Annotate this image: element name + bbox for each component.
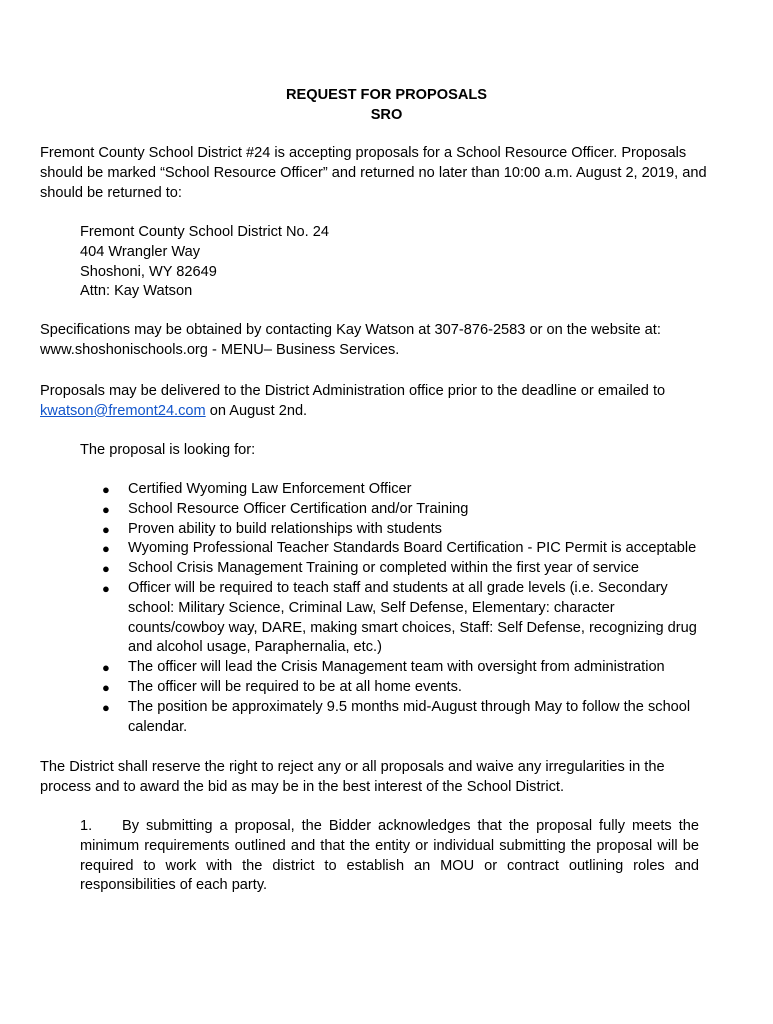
document-title: REQUEST FOR PROPOSALS: [285, 87, 488, 103]
list-item-text: The position be approximately 9.5 months mid-August through May to follow the school calendar.: [128, 698, 691, 735]
bullet-icon: ●: [102, 699, 110, 715]
bullet-icon: ●: [102, 521, 110, 537]
list-item-text: Proven ability to build relationships with students: [128, 520, 442, 537]
document-subtitle: SRO: [370, 107, 403, 123]
list-item: [80, 539, 705, 559]
list-item-text: The officer will lead the Crisis Management team with oversight from administration: [128, 659, 665, 676]
document-heading: [0, 85, 773, 125]
list-item: [80, 678, 705, 698]
address-line-street: 404 Wrangler Way: [80, 243, 201, 260]
bullet-icon: ●: [102, 541, 110, 557]
list-item: [80, 480, 705, 500]
bullet-icon: ●: [102, 580, 110, 596]
address-line-attn: Attn: Kay Watson: [80, 283, 193, 300]
item-text: By submitting a proposal, the Bidder acknowledges that the proposal fully meets the minimum requirements outlined and that the entity or individual submitting the proposal will be required to work with the district to establish an MOU or contract outlining roles and responsibilities of each party.: [80, 818, 699, 894]
looking-for-heading: The proposal is looking for:: [80, 442, 256, 458]
return-address: [80, 223, 329, 302]
bullet-icon: ●: [102, 482, 110, 497]
list-item: [80, 658, 705, 678]
intro-paragraph: Fremont County School District #24 is accepting proposals for a School Resource Officer. Proposals should be marked “School Resource Officer” and returned no later than 10:00 a.m. August 2, 2019, and should be returned to:: [40, 145, 707, 201]
delivery-text-after: on August 2nd.: [205, 402, 308, 419]
list-item: [80, 520, 705, 540]
address-line-district: Fremont County School District No. 24: [80, 224, 329, 240]
item-number: 1.: [80, 818, 93, 834]
specifications-paragraph: Specifications may be obtained by contacting Kay Watson at 307-876-2583 or on the website at: www.shoshonischools.org - MENU– Business Services.: [40, 322, 661, 358]
bullet-icon: ●: [102, 501, 110, 517]
reserve-paragraph: The District shall reserve the right to reject any or all proposals and waive any irregularities in the process and to award the bid as may be in the best interest of the School District.: [40, 759, 665, 795]
bullet-icon: ●: [102, 679, 110, 695]
requirements-list: [80, 480, 705, 737]
list-item: [80, 698, 705, 738]
numbered-item-1: [80, 817, 699, 896]
list-item-text: School Crisis Management Training or completed within the first year of service: [128, 560, 640, 577]
list-item-text: School Resource Officer Certification and/or Training: [128, 500, 469, 517]
list-item-text: The officer will be required to be at all home events.: [128, 678, 462, 695]
address-line-city: Shoshoni, WY 82649: [80, 263, 217, 280]
list-item-text: Officer will be required to teach staff and students at all grade levels (i.e. Secondary school: Military Science, Criminal Law, Self Defense, Elementary: character counts/cowboy way, DARE, making smart choices, Staff: Self Defense, recognizing drug and alcohol usage, Paraphernalia, etc.): [128, 579, 697, 656]
email-link[interactable]: kwatson@fremont24.com: [40, 402, 206, 419]
list-item: [80, 579, 705, 658]
list-item: [80, 559, 705, 579]
list-item-text: Certified Wyoming Law Enforcement Officer: [128, 481, 412, 497]
list-item: [80, 500, 705, 520]
bullet-icon: ●: [102, 561, 110, 577]
list-item-text: Wyoming Professional Teacher Standards Board Certification - PIC Permit is acceptable: [128, 540, 697, 557]
delivery-text-before: Proposals may be delivered to the District Administration office prior to the deadline or emailed to: [40, 383, 666, 399]
delivery-paragraph: [40, 382, 710, 422]
bullet-icon: ●: [102, 660, 110, 676]
